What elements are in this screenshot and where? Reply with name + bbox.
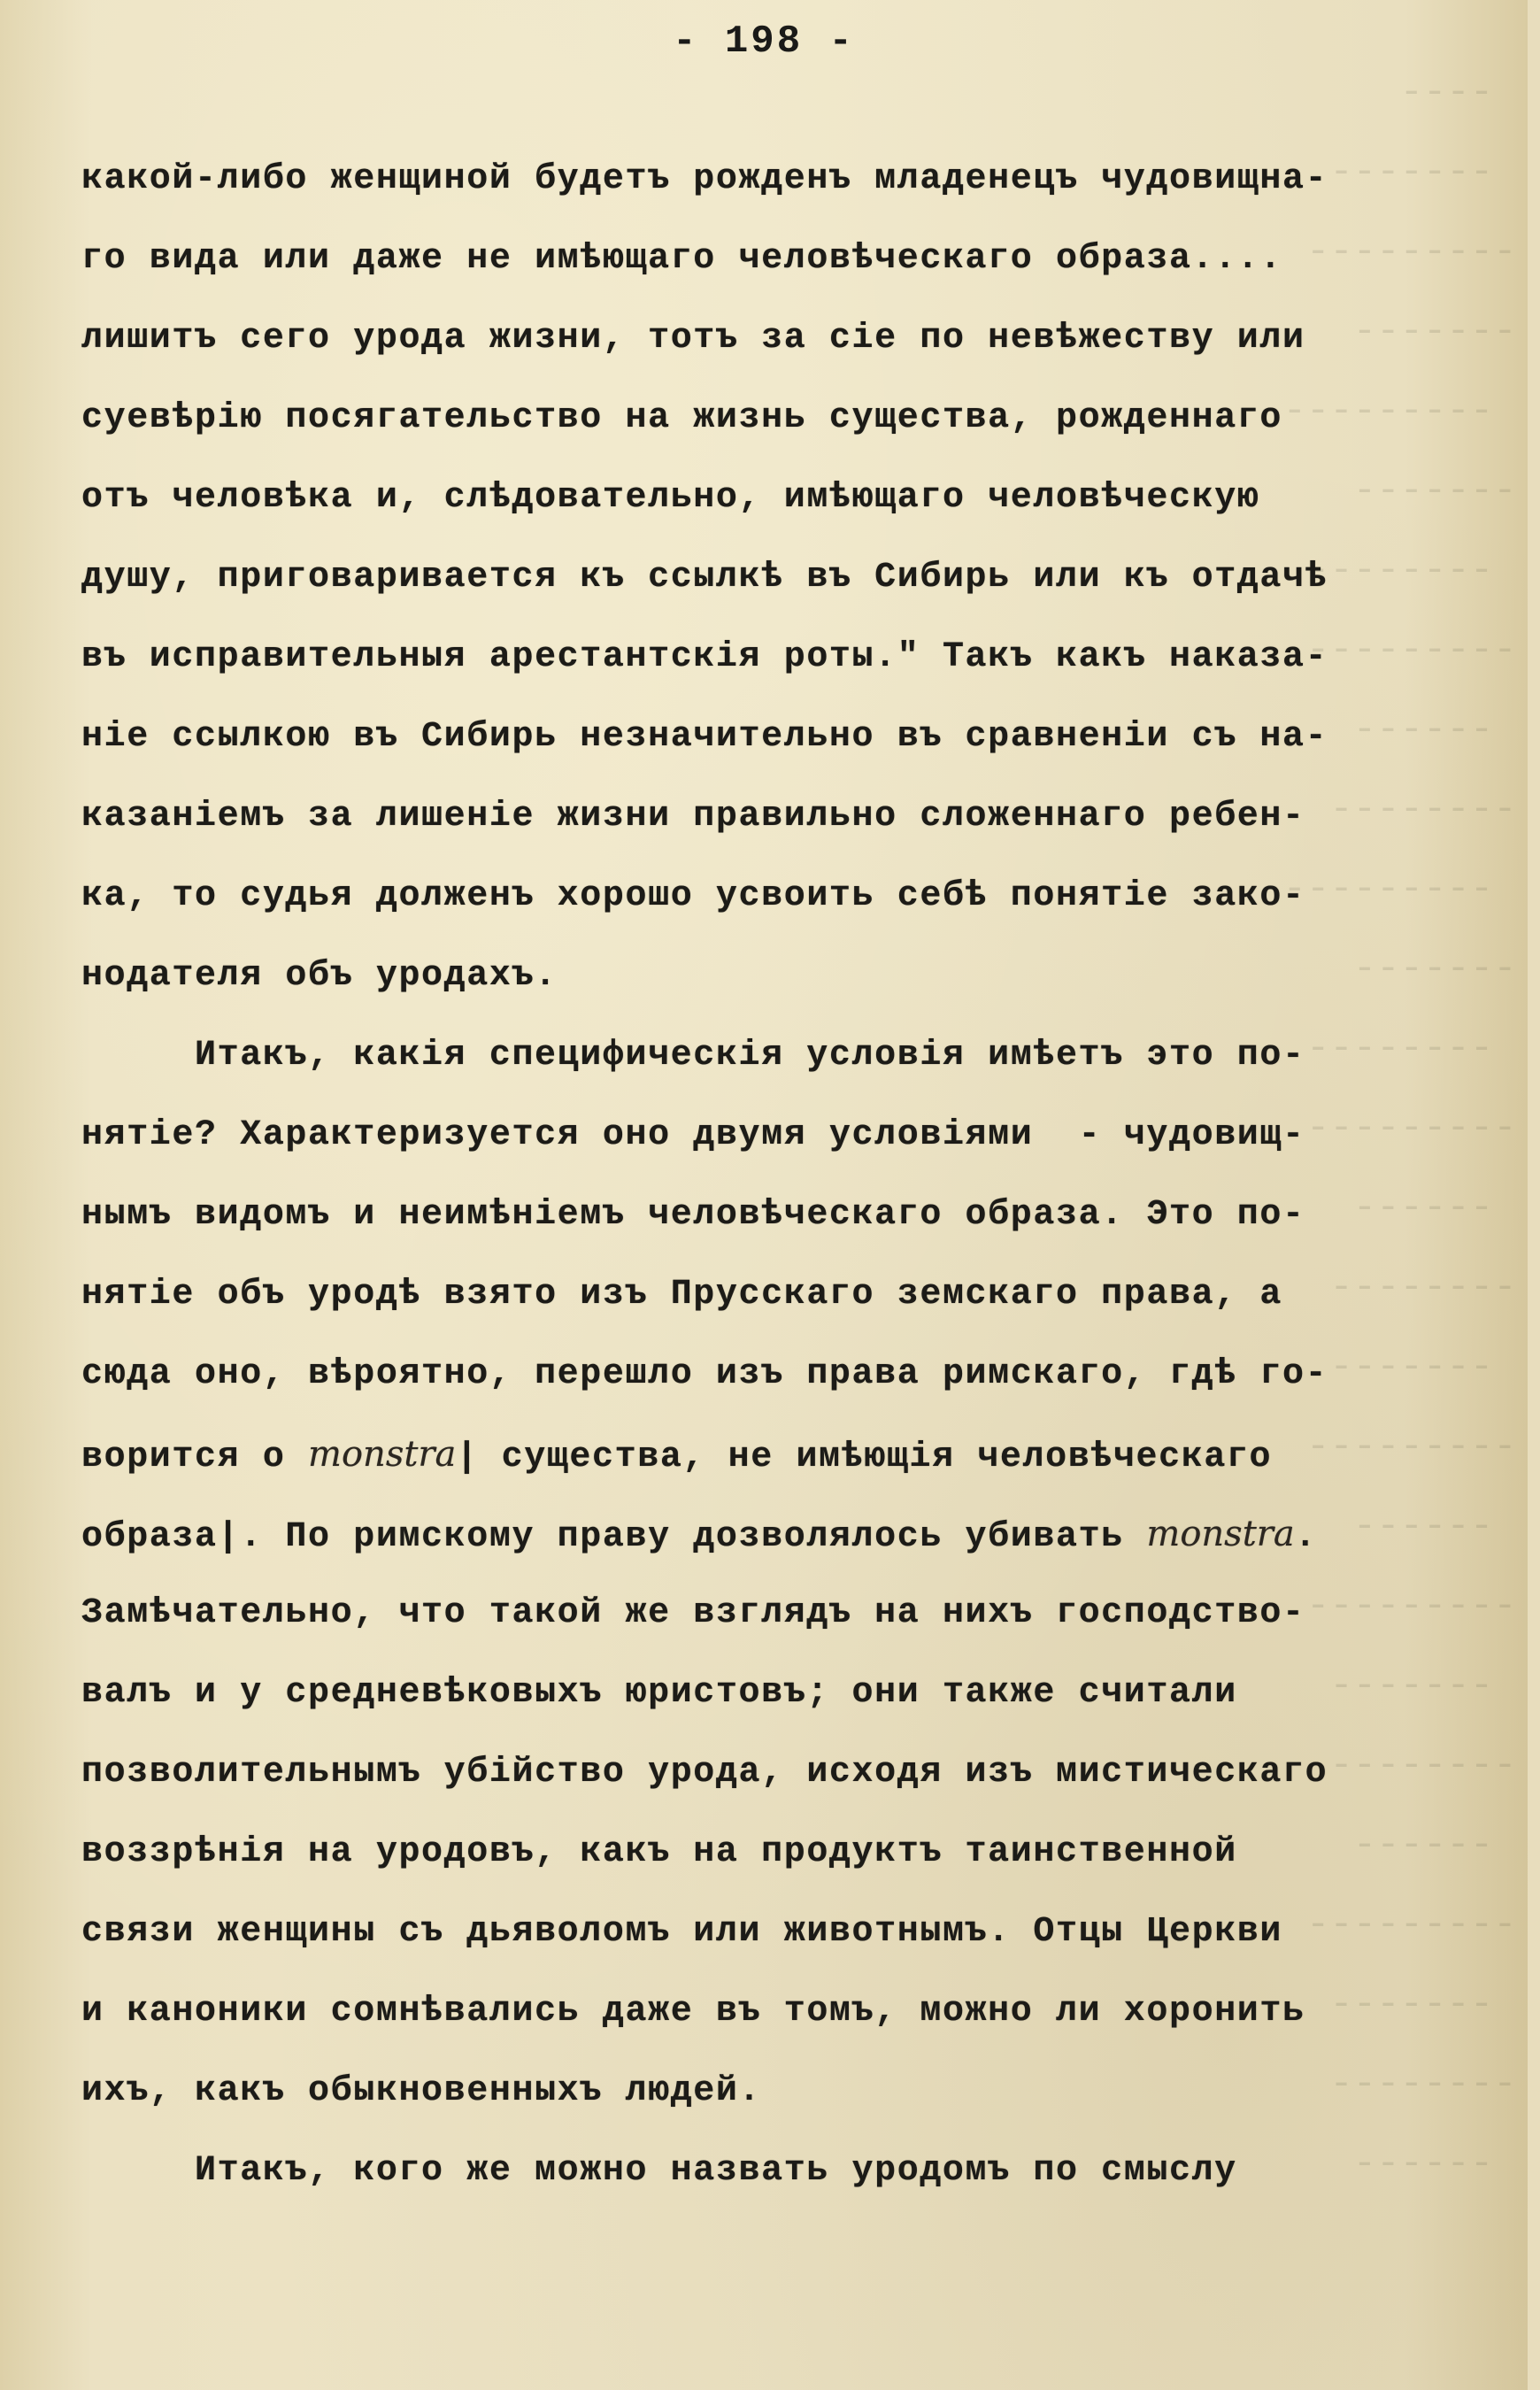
text-line: суевѣрію посягательство на жизнь существа, рожденнаго: [81, 398, 1283, 438]
handwritten-insert: monstra: [1146, 1514, 1295, 1554]
typed-text: | существа, не имѣющія человѣческаго: [456, 1438, 1273, 1477]
handwritten-insert: monstra: [308, 1434, 457, 1475]
text-line: ніе ссылкою въ Сибирь незначительно въ сравненіи съ на-: [81, 717, 1328, 757]
text-line: сюда оно, вѣроятно, перешло изъ права римскаго, гдѣ го-: [81, 1354, 1328, 1394]
text-line-with-handwriting: [81, 1415, 1436, 1494]
paragraph-start-line: Итакъ, кого же можно назвать уродомъ по смыслу: [195, 2151, 1237, 2191]
typed-text: образа|. По римскому праву дозволялось убивать: [81, 1517, 1147, 1557]
body-text: [81, 140, 1436, 2211]
page-number: - 198 -: [673, 19, 855, 64]
text-line: нымъ видомъ и неимѣніемъ человѣческаго образа. Это по-: [81, 1195, 1305, 1235]
text-line: нятіе объ уродѣ взято изъ Прусскаго земскаго права, а: [81, 1275, 1283, 1314]
typed-text: ворится о: [81, 1438, 309, 1477]
text-line: нятіе? Характеризуется оно двумя условіями - чудовищ-: [81, 1115, 1305, 1155]
text-line: ихъ, какъ обыкновенныхъ людей.: [81, 2071, 762, 2111]
text-line: душу, приговаривается къ ссылкѣ въ Сибирь или къ отдачѣ: [81, 558, 1328, 598]
text-line: связи женщины съ дьяволомъ или животнымъ. Отцы Церкви: [81, 1912, 1283, 1952]
text-line: Замѣчательно, что такой же взглядъ на нихъ господство-: [81, 1593, 1305, 1633]
text-line: и каноники сомнѣвались даже въ томъ, можно ли хоронить: [81, 1992, 1305, 2032]
text-line: воззрѣнія на уродовъ, какъ на продуктъ таинственной: [81, 1832, 1237, 1872]
text-line-with-handwriting: [81, 1494, 1436, 1574]
typed-text: .: [1294, 1517, 1318, 1557]
text-line: въ исправительныя арестантскія роты." Такъ какъ наказа-: [81, 637, 1328, 677]
text-line: отъ человѣка и, слѣдовательно, имѣющаго человѣческую: [81, 478, 1260, 518]
text-line: ка, то судья долженъ хорошо усвоить себѣ понятіе зако-: [81, 876, 1305, 916]
paragraph-start-line: Итакъ, какія специфическія условія имѣетъ это по-: [195, 1036, 1305, 1076]
text-line: валъ и у средневѣковыхъ юристовъ; они также считали: [81, 1673, 1237, 1713]
text-line: нодателя объ уродахъ.: [81, 956, 558, 996]
text-line: казаніемъ за лишеніе жизни правильно сложеннаго ребен-: [81, 797, 1305, 836]
text-line: го вида или даже не имѣющаго человѣческаго образа....: [81, 239, 1283, 279]
verso-bleed-through: ---- ------- --------- ------- --------- ------- -------- --------- ------ -------- --------- ------- -------- --------- ------ -------- ------- --------- ------ --------- ------- -------- ------ --------- ------- -------- ------: [1282, 71, 1517, 2186]
text-line: какой-либо женщиной будетъ рожденъ младенецъ чудовищна-: [81, 159, 1328, 199]
text-line: лишитъ сего урода жизни, тотъ за сіе по невѣжеству или: [81, 319, 1305, 358]
text-line: позволительнымъ убійство урода, исходя изъ мистическаго: [81, 1753, 1328, 1792]
